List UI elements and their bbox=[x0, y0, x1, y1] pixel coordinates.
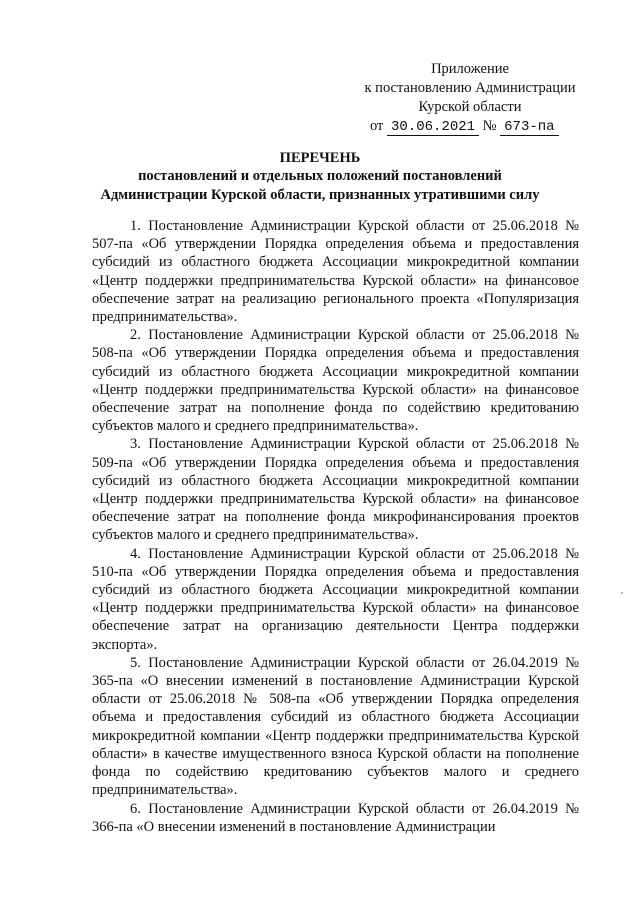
subtitle-line-1: постановлений и отдельных положений постановлений bbox=[138, 168, 502, 184]
resolution-date: 30.06.2021 bbox=[387, 119, 479, 136]
resolutions-list bbox=[92, 217, 579, 836]
list-item: 2. Постановление Администрации Курской области от 25.06.2018 № 508-па «Об утверждении Порядка определения объема и предоставления субсидий из областного бюджета Ассоциации микрокредитной компании «Центр поддержки предпринимательства Курской области» на финансовое обеспечение затрат на пополнение фонда по содействию кредитованию субъектов малого и среднего предпринимательства». bbox=[92, 327, 579, 435]
appendix-date-line bbox=[370, 117, 600, 137]
document-title: ПЕРЕЧЕНЬ bbox=[279, 150, 361, 166]
appendix-resolution-label: к постановлению Администрации bbox=[364, 80, 576, 96]
list-item: 6. Постановление Администрации Курской области от 26.04.2019 № 366-па «О внесении изменений в постановление Администрации bbox=[92, 800, 579, 835]
date-prefix: от bbox=[370, 118, 384, 134]
list-item: 3. Постановление Администрации Курской области от 25.06.2018 № 509-па «Об утверждении Порядка определения объема и предоставления субсидий из областного бюджета Ассоциации микрокредитной компании «Центр поддержки предпринимательства Курской области» на финансовое обеспечение затрат на пополнение фонда микрофинансирования проектов субъектов малого и среднего предпринимательства». bbox=[92, 436, 579, 544]
subtitle-line-2: Администрации Курской области, признанных утратившими силу bbox=[100, 187, 540, 203]
list-item: 5. Постановление Администрации Курской области от 26.04.2019 № 365-па «О внесении изменений в постановление Администрации Курской области от 25.06.2018 № 508-па «Об утверждении Порядка определения объема и предоставления субсидий из областного бюджета Ассоциации микрокредитной компании «Центр поддержки предпринимательства Курской области» в качестве имущественного взноса Курской области на пополнение фонда по содействию кредитованию субъектов малого и среднего предпринимательства». bbox=[92, 654, 579, 799]
appendix-region-label: Курской области bbox=[418, 99, 522, 115]
appendix-header bbox=[340, 60, 600, 137]
list-item: 4. Постановление Администрации Курской области от 25.06.2018 № 510-па «Об утверждении Порядка определения объема и предоставления субсидий из областного бюджета Ассоциации микрокредитной компании «Центр поддержки предпринимательства Курской области» на финансовое обеспечение затрат на организацию деятельности Центра поддержки экспорта». bbox=[92, 545, 579, 653]
scan-speck bbox=[621, 592, 623, 594]
document-subtitle bbox=[0, 167, 640, 205]
number-prefix: № bbox=[482, 118, 497, 134]
list-item: 1. Постановление Администрации Курской области от 25.06.2018 № 507-па «Об утверждении Порядка определения объема и предоставления субсидий из областного бюджета Ассоциации микрокредитной компании «Центр поддержки предпринимательства Курской области» на финансовое обеспечение затрат на реализацию регионального проекта «Популяризация предпринимательства». bbox=[92, 218, 579, 326]
resolution-number: 673-па bbox=[500, 119, 558, 136]
appendix-label: Приложение bbox=[431, 61, 509, 77]
